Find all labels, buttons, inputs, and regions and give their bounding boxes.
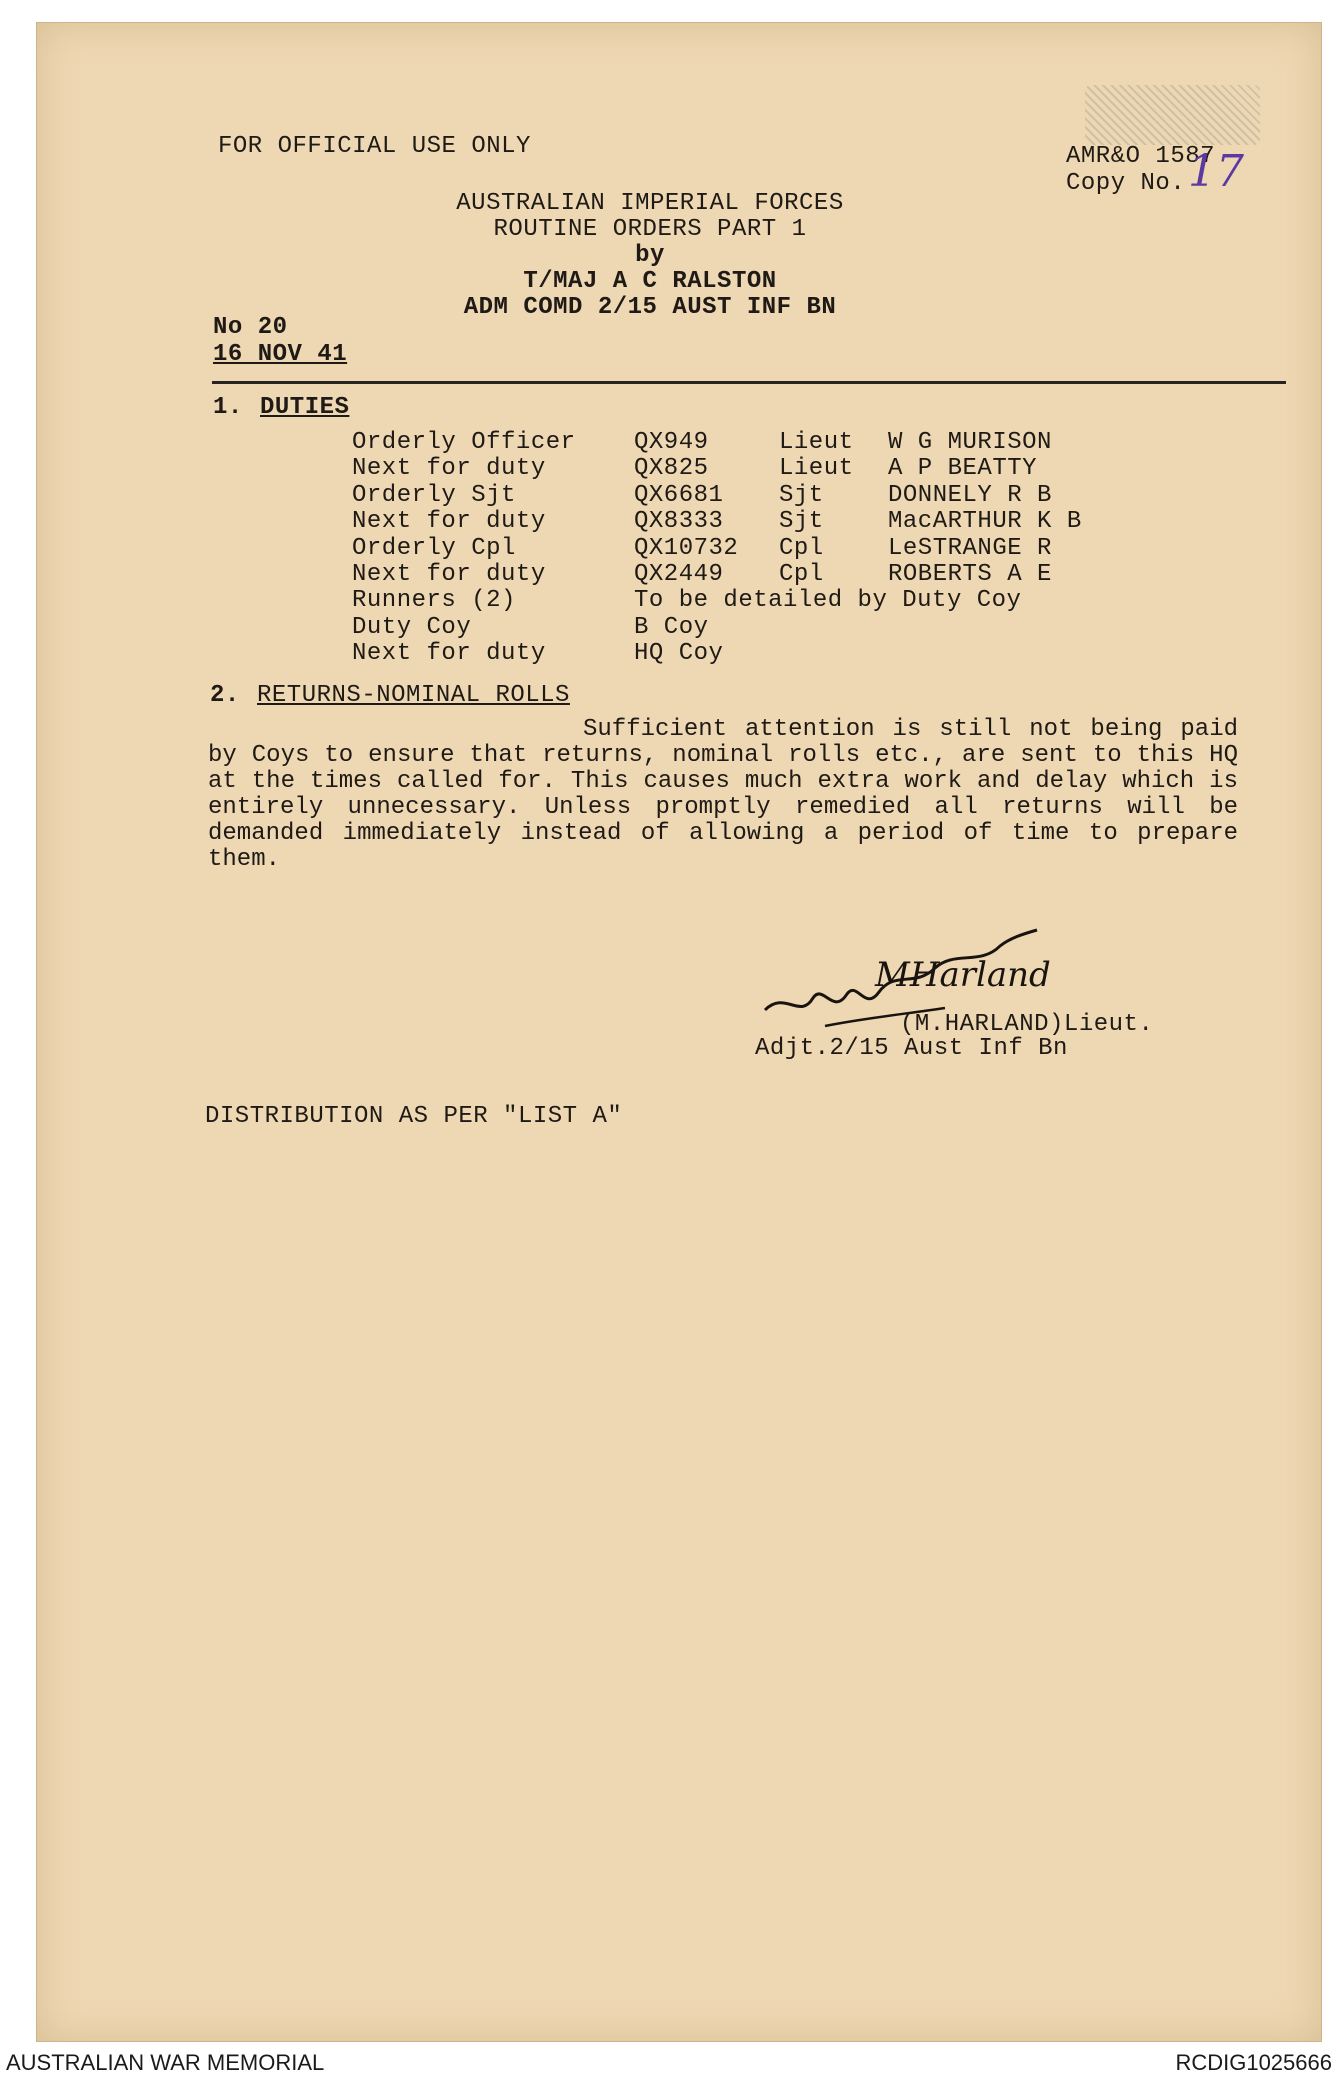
duty-role: Orderly Officer (352, 429, 576, 456)
title-line-5: ADM COMD 2/15 AUST INF BN (463, 294, 837, 321)
duty-name: ROBERTS A E (888, 561, 1052, 588)
copy-number-handwritten: 17 (1188, 146, 1244, 197)
footer-left: AUSTRALIAN WAR MEMORIAL (6, 2050, 325, 2075)
duty-role: Orderly Cpl (352, 534, 516, 562)
duty-number: B Coy (634, 613, 709, 641)
duty-number: HQ Coy (634, 640, 724, 668)
title-line-2: ROUTINE ORDERS PART 1 (493, 216, 807, 243)
duty-rank: Cpl (779, 561, 824, 588)
duty-role: Runners (2) (352, 587, 516, 615)
duty-name: DONNELY R B (888, 481, 1052, 509)
section-1-number: 1. (213, 394, 243, 421)
distribution-note: DISTRIBUTION AS PER "LIST A" (205, 1103, 623, 1130)
duty-number: QX825 (634, 455, 709, 483)
duty-name: LeSTRANGE R (888, 534, 1052, 562)
duty-role: Next for duty (352, 561, 546, 588)
order-number: No 20 (213, 314, 288, 341)
signature-text: MHarland (875, 955, 1051, 995)
duty-number: QX949 (634, 429, 709, 456)
section-2-number: 2. (210, 682, 240, 709)
duty-role: Next for duty (352, 508, 546, 536)
footer-right: RCDIG1025666 (1175, 2050, 1332, 2075)
duty-number: QX10732 (634, 534, 739, 562)
duty-rank: Lieut (779, 429, 854, 456)
duty-number: QX8333 (634, 508, 724, 536)
duty-rank: Lieut (779, 455, 854, 483)
duty-rank: Sjt (779, 481, 824, 509)
order-date: 16 NOV 41 (213, 341, 348, 368)
duty-role: Next for duty (352, 455, 546, 483)
section-2-heading: RETURNS-NOMINAL ROLLS (257, 682, 570, 709)
duty-rank: Sjt (779, 508, 824, 536)
classification-label: FOR OFFICIAL USE ONLY (218, 133, 531, 160)
duty-role: Next for duty (352, 640, 546, 668)
duty-role: Duty Coy (352, 613, 472, 641)
reference-number: AMR&O 1587 (1066, 143, 1216, 170)
signatory-name: (M.HARLAND)Lieut. (900, 1011, 1154, 1038)
duty-rank: Cpl (779, 534, 824, 562)
header-rule (212, 381, 1286, 384)
section-1-heading: DUTIES (260, 394, 350, 421)
duty-number: QX2449 (634, 561, 724, 588)
duty-name: W G MURISON (888, 429, 1052, 456)
duty-name: A P BEATTY (888, 455, 1038, 483)
section-2-body: Sufficient attention is still not being paid by Coys to ensure that returns, nominal rolls etc., are sent to this HQ at the times called for. This causes much extra work and delay which is entirely unnecessary. Unless promptly remedied all returns will be demanded immediately instead of allowing a period of time to prepare them. (208, 716, 1238, 873)
title-line-3: by (635, 242, 665, 269)
title-line-4: T/MAJ A C RALSTON (523, 268, 777, 295)
faded-stamp (1085, 85, 1260, 145)
copy-label: Copy No. (1066, 170, 1186, 197)
duty-number: To be detailed by Duty Coy (634, 587, 1022, 615)
duty-name: MacARTHUR K B (888, 508, 1082, 536)
duty-role: Orderly Sjt (352, 481, 516, 509)
signatory-title: Adjt.2/15 Aust Inf Bn (755, 1035, 1068, 1062)
duty-number: QX6681 (634, 481, 724, 509)
title-line-1: AUSTRALIAN IMPERIAL FORCES (456, 190, 844, 217)
